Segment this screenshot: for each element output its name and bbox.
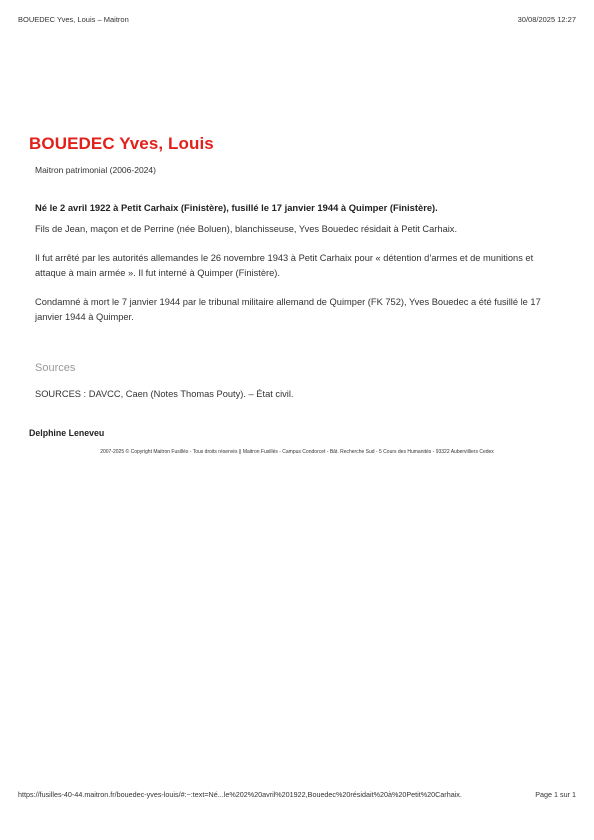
article-lead: Né le 2 avril 1922 à Petit Carhaix (Finistère), fusillé le 17 janvier 1944 à Quimper (Finistère). — [35, 202, 438, 213]
print-footer — [18, 790, 576, 802]
copyright-notice: 2007-2025 © Copyright Maitron Fusillés - Tous droits réservés || Maitron Fusillés - Campus Condorcet - Bât. Recherche Sud - 5 Cours des Humanités - 93322 Aubervilliers Cedex — [100, 449, 494, 455]
article-paragraph: Il fut arrêté par les autorités allemandes le 26 novembre 1943 à Petit Carhaix pour « détention d’armes et de munitions et attaque à main armée ». Il fut interné à Quimper (Finistère). — [35, 253, 534, 278]
article-title: BOUEDEC Yves, Louis — [29, 134, 214, 153]
sources-heading: Sources — [35, 362, 76, 374]
print-header — [18, 15, 576, 27]
print-footer-url: https://fusilles-40-44.maitron.fr/bouedec-yves-louis/#:~:text=Né...le%202%20avril%201922,Bouedec%20résidait%20à%20Petit%20Carhaix. — [18, 790, 462, 799]
print-header-page-title: BOUEDEC Yves, Louis – Maitron — [18, 15, 129, 24]
author-name: Delphine Leneveu — [29, 428, 105, 438]
article-paragraph: Condamné à mort le 7 janvier 1944 par le tribunal militaire allemand de Quimper (FK 752), Yves Bouedec a été fusillé le 17 janvier 1944 à Quimper. — [35, 297, 541, 322]
print-header-datetime: 30/08/2025 12:27 — [517, 15, 576, 24]
article-subtitle: Maitron patrimonial (2006-2024) — [35, 165, 156, 175]
article-paragraph: Fils de Jean, maçon et de Perrine (née Boluen), blanchisseuse, Yves Bouedec résidait à Petit Carhaix. — [35, 224, 458, 234]
print-footer-page-number: Page 1 sur 1 — [535, 790, 576, 799]
sources-text: SOURCES : DAVCC, Caen (Notes Thomas Pouty). – État civil. — [35, 389, 294, 399]
